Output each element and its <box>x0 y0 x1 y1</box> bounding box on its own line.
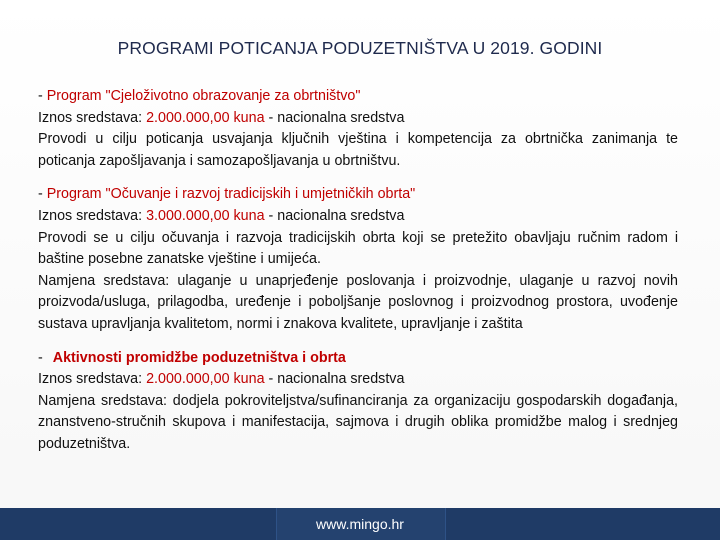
funds-label: Iznos sredstava: <box>38 109 147 126</box>
program-dash: - <box>38 88 47 104</box>
footer-url[interactable]: www.mingo.hr <box>316 516 404 532</box>
program-heading <box>38 184 678 206</box>
funds-amount: 3.000.000,00 kuna <box>146 207 265 224</box>
funds-source: - nacionalna sredstva <box>264 109 405 126</box>
program-heading <box>38 86 678 108</box>
program-block-1 <box>38 86 678 172</box>
program-block-3 <box>38 348 678 456</box>
funds-label: Iznos sredstava: <box>38 371 147 388</box>
slide-title: PROGRAMI POTICANJA PODUZETNIŠTVA U 2019. GODINI <box>117 38 603 58</box>
program-name: Program "Cjeloživotno obrazovanje za obrtništvo" <box>46 88 361 104</box>
program-dash: - <box>38 186 47 203</box>
funds-amount: 2.000.000,00 kuna <box>146 371 265 388</box>
program-dash: - <box>38 349 43 366</box>
program-funds <box>38 369 678 391</box>
program-block-2 <box>38 184 678 335</box>
funds-amount: 2.000.000,00 kuna <box>146 109 265 126</box>
program-funds <box>38 206 678 228</box>
program-purpose: Namjena sredstava: dodjela pokroviteljstva/sufinanciranja za organizaciju gospodarskih događanja, znanstveno-stručnih skupova i manifestacija, sajmova i drugih oblika promidžbe malog i srednjeg poduzetništva. <box>38 392 678 452</box>
slide-content <box>38 86 678 468</box>
footer-bar <box>0 508 720 540</box>
program-purpose: Namjena sredstava: ulaganje u unaprjeđenje poslovanja i proizvodnje, ulaganje u razvoj novih proizvoda/usluga, prilagodba, uređenje i poboljšanje poslovnog i proizvodnog prostora, uvođenje sustava upravljanja kvalitetom, normi i znakova kvalitete, upravljanje i zaštita <box>38 272 678 332</box>
program-name: Program "Očuvanje i razvoj tradicijskih i umjetničkih obrta" <box>46 186 416 203</box>
program-funds <box>38 108 678 130</box>
program-heading <box>38 348 678 370</box>
program-name: Aktivnosti promidžbe poduzetništva i obrta <box>52 349 346 366</box>
program-description: Provodi se u cilju očuvanja i razvoja tradicijskih obrta koji se pretežito obavljaju ručnim radom i baštine posebne zanatske vještine i umijeća. <box>38 229 678 268</box>
funds-label: Iznos sredstava: <box>38 207 147 224</box>
funds-source: - nacionalna sredstva <box>264 207 405 224</box>
program-description: Provodi u cilju poticanja usvajanja ključnih vještina i kompetencija za obrtnička zanimanja te poticanja zapošljavanja i samozapošljavanja u obrtništvu. <box>38 131 678 169</box>
funds-source: - nacionalna sredstva <box>264 371 405 388</box>
